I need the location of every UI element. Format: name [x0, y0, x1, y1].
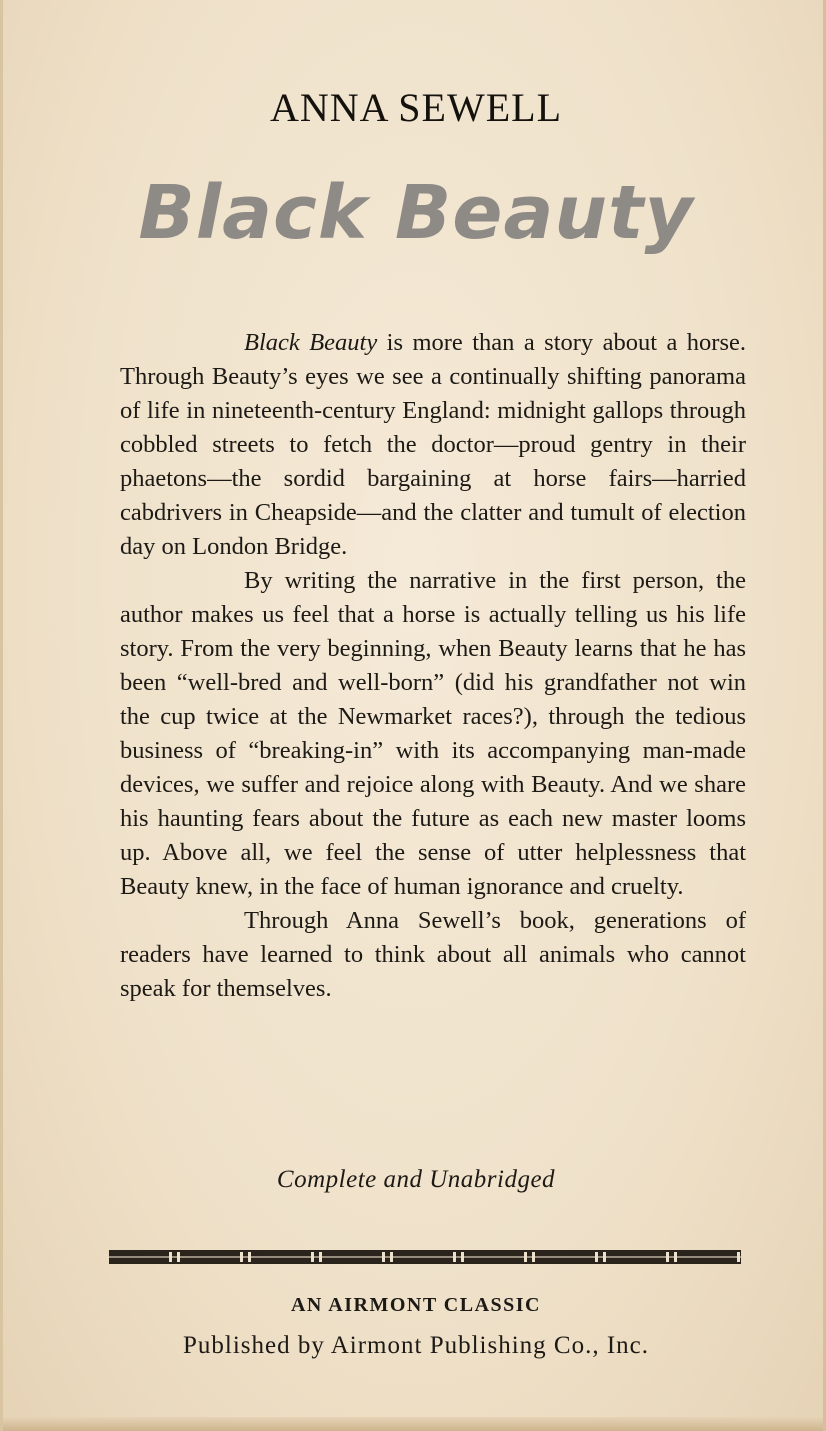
blurb: [120, 326, 746, 1006]
author-name: ANNA SEWELL: [269, 85, 563, 130]
series-name: AN AIRMONT CLASSIC: [290, 1294, 541, 1316]
blurb-paragraph-1-text: is more than a story about a horse. Through Beauty’s eyes we see a continually shifting panorama of life in nineteenth-century England: midnight gallops through cobbled streets to fetch the doctor—proud gentry in their phaetons—the sordid bargaining at horse fairs—harried cabdrivers in Cheapside—and the clatter and tumult of election day on London Bridge.: [120, 329, 746, 560]
tagline: Complete and Unabridged: [276, 1166, 556, 1193]
blurb-title-italic: Black Beauty: [244, 329, 378, 356]
book-title: Black Beauty: [138, 170, 694, 256]
blurb-paragraph-1: [120, 326, 746, 564]
publisher-line: Published by Airmont Publishing Co., Inc.: [182, 1332, 650, 1359]
decorative-rule-inner: [109, 1256, 741, 1258]
blurb-paragraph-2: By writing the narrative in the first person, the author makes us feel that a horse is actually telling us his life story. From the very beginning, when Beauty learns that he has been “well-bred and well-born” (did his grandfather not win the cup twice at the Newmarket races?), through the tedious business of “breaking-in” with its accompanying man-made devices, we suffer and rejoice along with Beauty. And we share his haunting fears about the future as each new master looms up. Above all, we feel the sense of utter helplessness that Beauty knew, in the face of human ignorance and cruelty.: [120, 567, 746, 900]
blurb-paragraph-3: Through Anna Sewell’s book, generations of readers have learned to think about all animals who cannot speak for themselves.: [120, 907, 746, 1002]
decorative-rule: [109, 1250, 741, 1264]
